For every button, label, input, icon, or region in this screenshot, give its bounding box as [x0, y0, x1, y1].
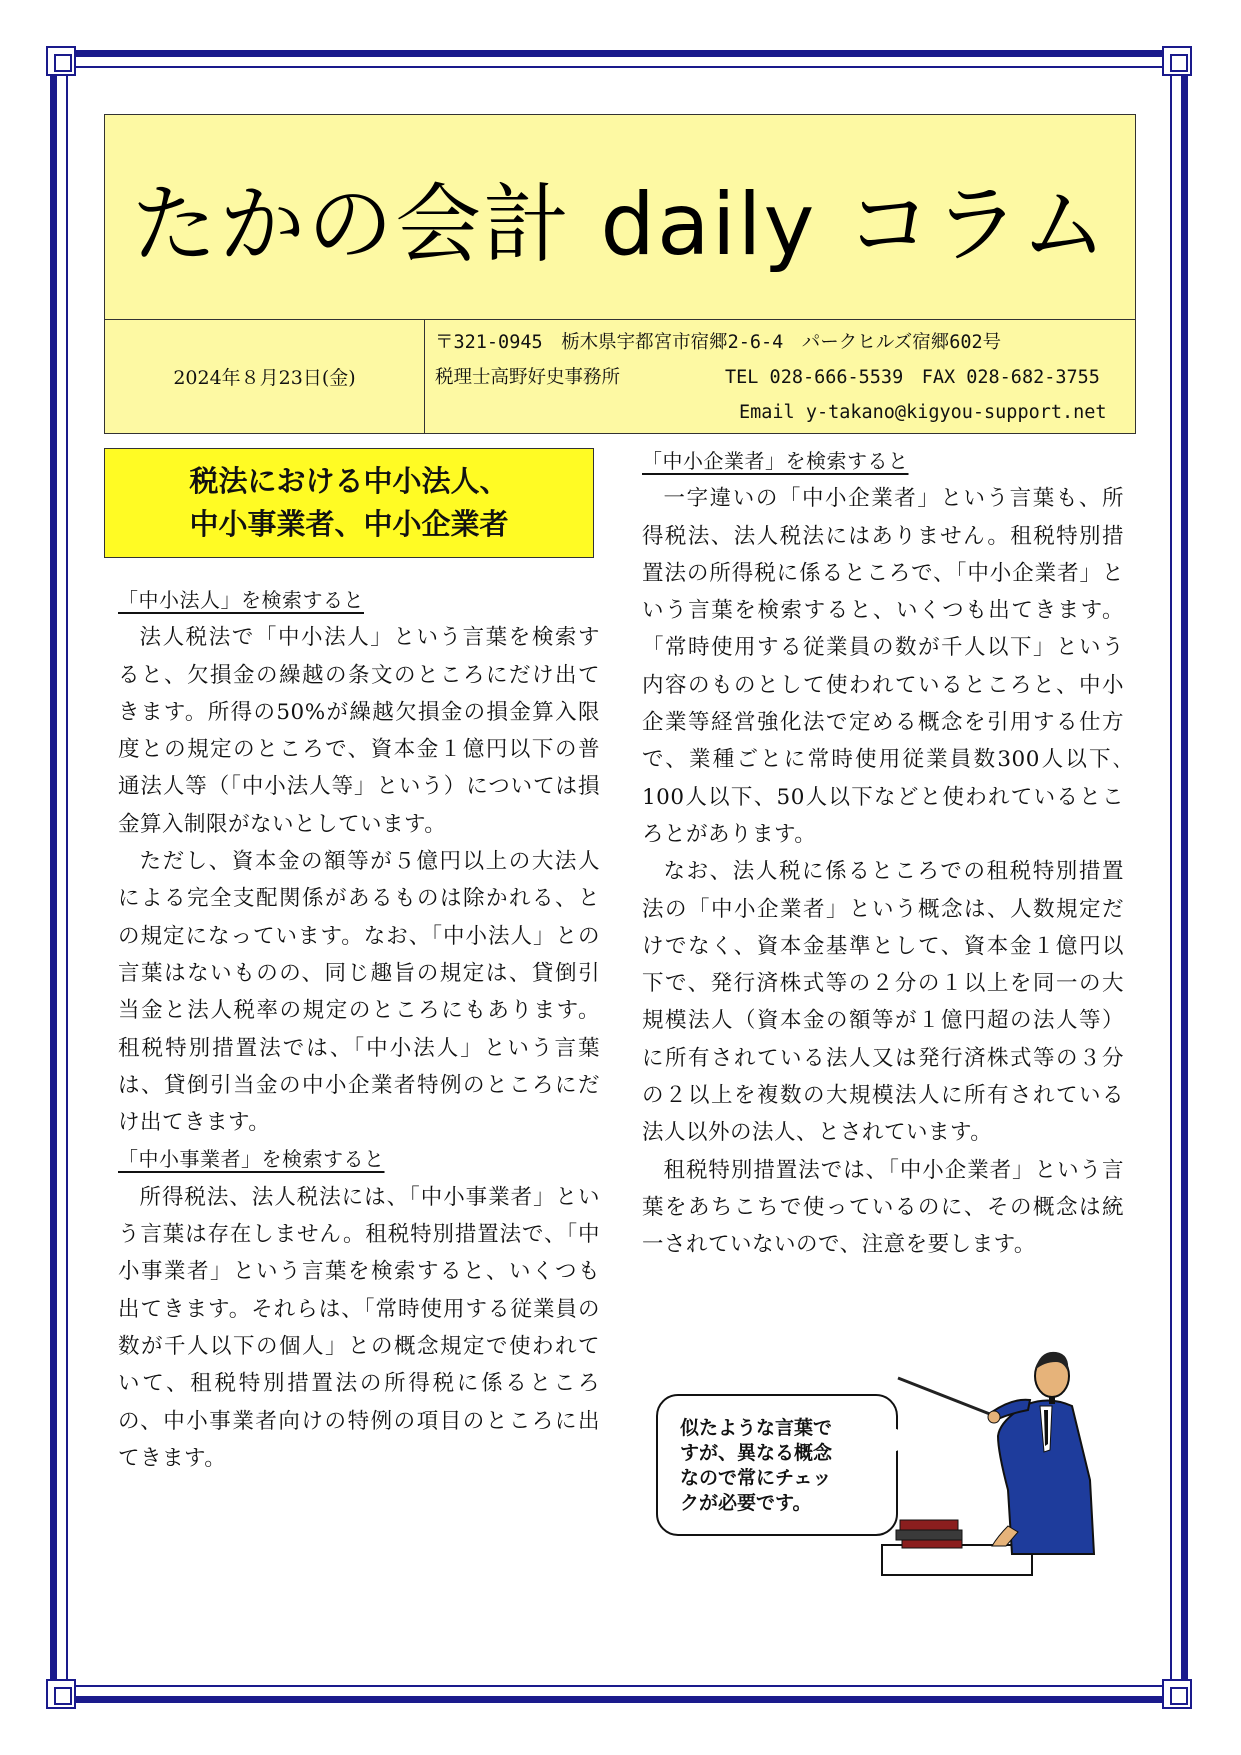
- contact-info: [435, 325, 1125, 430]
- newsletter-header: [104, 114, 1136, 434]
- speech-bubble: [656, 1394, 898, 1536]
- paragraph: 法人税法で「中小法人」という言葉を検索すると、欠損金の繰越の条文のところにだけ出てきます。所得の50%が繰越欠損金の損金算入限度との規定のところで、資本金１億円以下の普通法人等（「中小法人等」という）については損金算入制限がないとしています。: [118, 625, 600, 837]
- corner-ornament: [46, 46, 76, 76]
- bubble-line: 似たような言葉で: [680, 1417, 833, 1439]
- section-heading-chusho-jigyosha: 「中小事業者」を検索すると: [118, 1147, 385, 1172]
- corner-ornament: [1162, 1679, 1192, 1709]
- presenter-illustration-icon: [880, 1340, 1120, 1580]
- tel-fax: TEL 028-666-5539 FAX 028-682-3755: [725, 367, 1100, 388]
- left-column: [118, 582, 600, 1477]
- section-heading-chusho-kigyosha: 「中小企業者」を検索すると: [642, 449, 909, 473]
- bubble-line: クが必要です。: [680, 1492, 812, 1514]
- office-line: [435, 360, 1125, 395]
- headline-line-1: 税法における中小法人、: [189, 464, 509, 498]
- paragraph: 所得税法、法人税法には、「中小事業者」という言葉は存在しません。租税特別措置法で、「中小事業者」という言葉を検索すると、いくつも出てきます。それらは、「常時使用する従業員の数が千人以下の個人」との概念規定で使われていて、租税特別措置法の所得税に係るところの、中小事業者向けの特例の項目のところに出てきます。: [118, 1184, 600, 1471]
- bubble-line: すが、異なる概念: [680, 1442, 833, 1464]
- book-icon: [902, 1540, 962, 1548]
- office-email[interactable]: Email y-takano@kigyou-support.net: [739, 402, 1107, 423]
- book-icon: [896, 1530, 962, 1540]
- office-address: 〒321-0945 栃木県宇都宮市宿郷2-6-4 パークヒルズ宿郷602号: [435, 332, 1002, 353]
- headline-line-2: 中小事業者、中小企業者: [189, 507, 509, 541]
- newsletter-title: たかの会計 daily コラム: [105, 115, 1135, 320]
- book-icon: [900, 1520, 958, 1530]
- bubble-line: なので常にチェッ: [680, 1467, 832, 1489]
- corner-ornament: [46, 1679, 76, 1709]
- paragraph: 一字違いの「中小企業者」という言葉も、所得税法、法人税法にはありません。租税特別措置法の所得税に係るところで、「中小企業者」という言葉を検索すると、いくつも出てきます。「常時使用する従業員の数が千人以下」という内容のものとして使われているところと、中小企業等経営強化法で定める概念を引用する仕方で、業種ごとに常時使用従業員数300人以下､100人以下、50人以下などと使われているところとがあります。: [642, 486, 1124, 847]
- desk-icon: [882, 1545, 1032, 1575]
- paragraph: 租税特別措置法では、「中小企業者」という言葉をあちこちで使っているのに、その概念は統一されていないので、注意を要します。: [642, 1157, 1124, 1258]
- right-column: [642, 443, 1124, 1264]
- paragraph: なお、法人税に係るところでの租税特別措置法の「中小企業者」という概念は、人数規定だけでなく、資本金基準として、資本金１億円以下で、発行済株式等の２分の１以上を同一の大規模法人（資本金の額等が１億円超の法人等）に所有されている法人又は発行済株式等の３分の２以上を複数の大規模法人に所有されている法人以外の法人、とされています。: [642, 859, 1124, 1146]
- section-heading-chusho-hojin: 「中小法人」を検索すると: [118, 588, 364, 612]
- paragraph: ただし、資本金の額等が５億円以上の大法人による完全支配関係があるものは除かれる、との規定になっています。なお、「中小法人」との言葉はないものの、同じ趣旨の規定は、貸倒引当金と法人税率の規定のところにもあります。租税特別措置法では、「中小法人」という言葉は、貸倒引当金の中小企業者特例のところにだけ出てきます。: [118, 849, 600, 1136]
- issue-date: 2024年８月23日(金): [105, 320, 425, 433]
- office-name: 税理士高野好史事務所: [435, 367, 621, 388]
- corner-ornament: [1162, 46, 1192, 76]
- article-headline: [104, 448, 594, 558]
- pointer-stick-icon: [898, 1378, 1000, 1418]
